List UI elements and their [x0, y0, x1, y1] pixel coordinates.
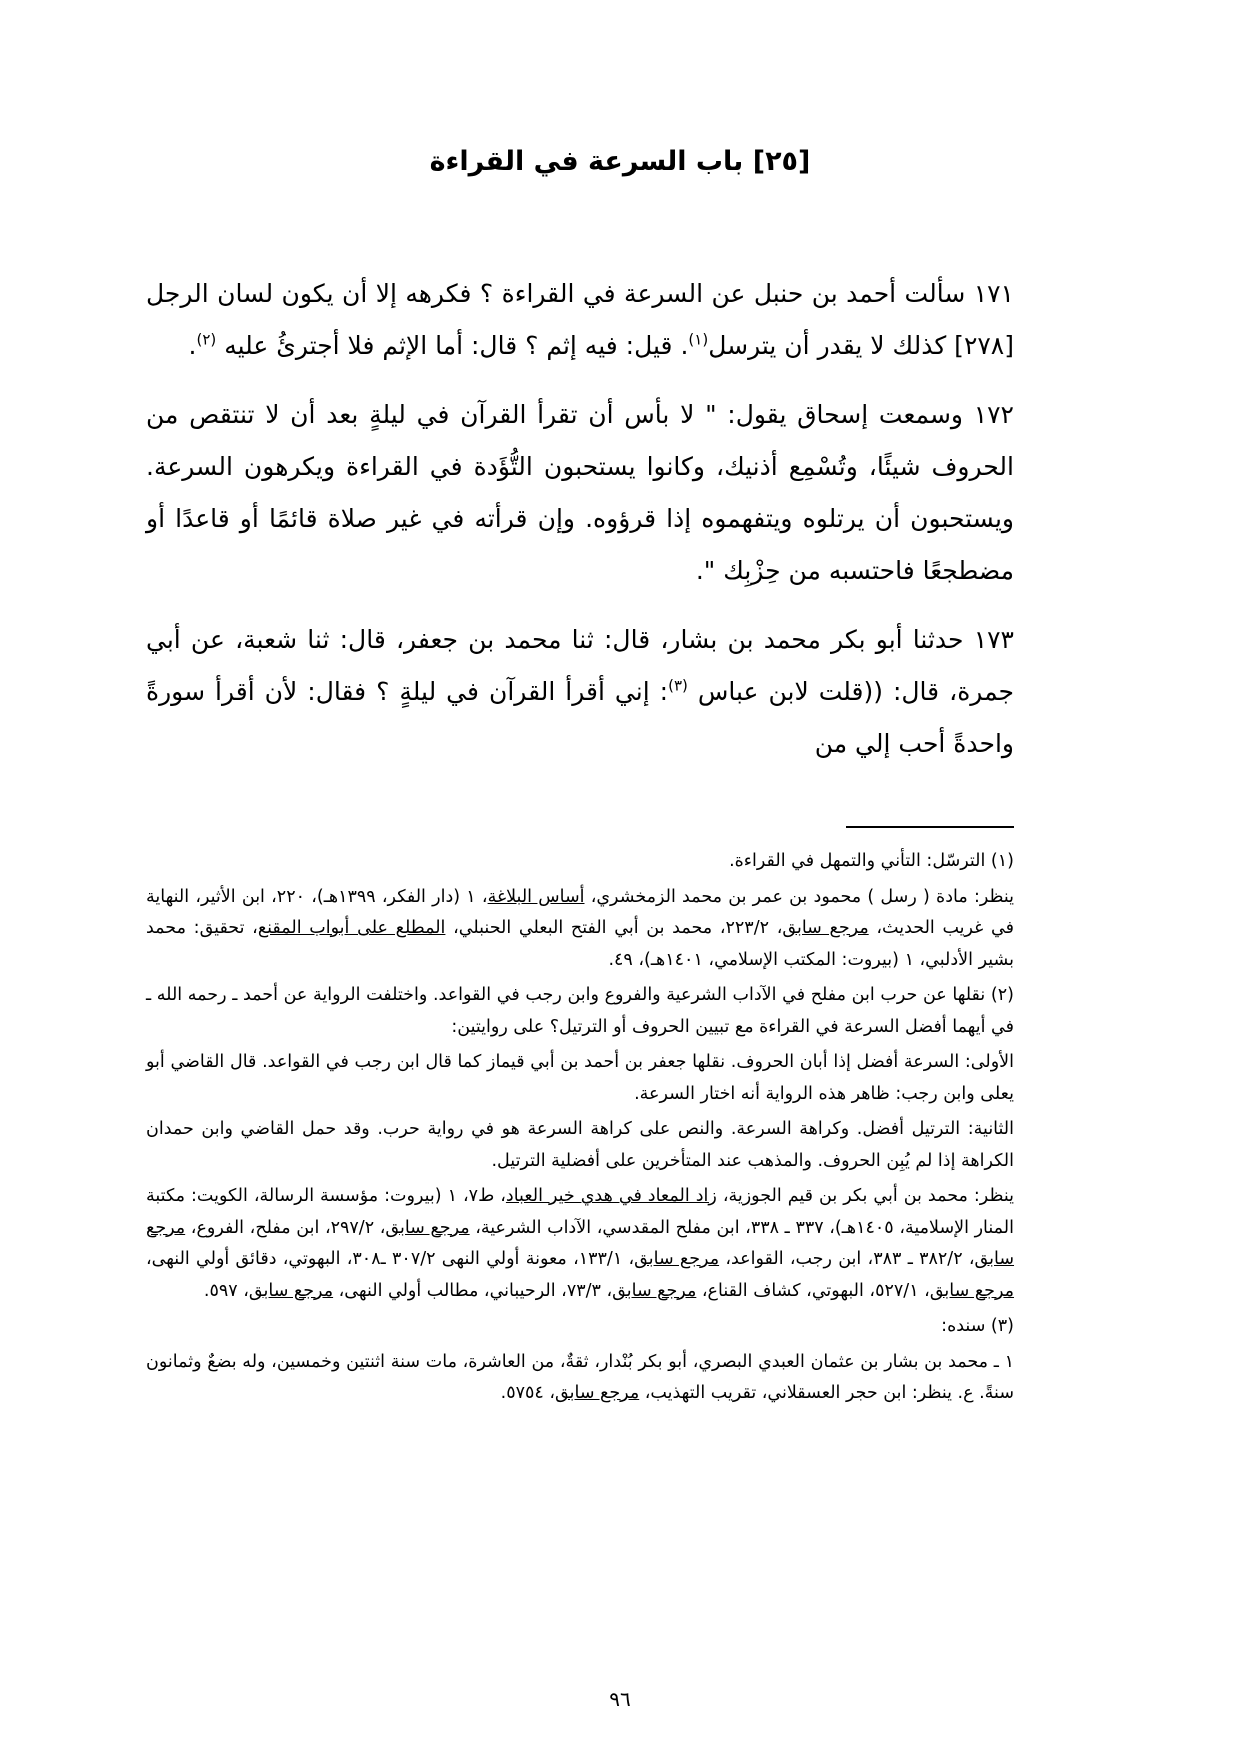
reference-title: أساس البلاغة — [487, 886, 585, 907]
reference-title: مرجع سابق — [782, 918, 869, 938]
paragraph-text: : إني أقرأ القرآن في ليلةٍ ؟ فقال: لأن أقرأ سورةً واحدةً أحب إلي من — [146, 677, 1014, 758]
page-number: ٩٦ — [609, 1687, 631, 1711]
reference-title: مرجع سابق — [929, 1280, 1014, 1301]
paragraph-173 — [146, 614, 1014, 770]
footnote-2-first-narration: الأولى: السرعة أفضل إذا أبان الحروف. نقلها جعفر بن أحمد بن أبي قيماز كما قال ابن رجب في القواعد. قال القاضي أبو يعلى وابن رجب: ظاهر هذه الرواية أنه اختار السرعة. — [146, 1052, 1014, 1104]
paragraph-text: . قيل: فيه إثم ؟ قال: أما الإثم فلا أجترئُ عليه — [216, 331, 689, 360]
paragraph-171 — [146, 268, 1014, 372]
footnotes — [146, 846, 1014, 1414]
reference-title: زاد المعاد في هدي خير العباد — [505, 1186, 717, 1206]
paragraph-text: . — [188, 331, 197, 360]
reference-title: مرجع سابق — [248, 1280, 334, 1301]
reference-title: مرجع سابق — [612, 1280, 697, 1301]
reference-title: مرجع سابق — [555, 1383, 640, 1403]
footnote-3-detail: ١ ـ محمد بن بشار بن عثمان العبدي البصري، أبو بكر بُنْدار، ثقةٌ، من العاشرة، مات سنة اثنتين وخمسين، وله بضعٌ وثمانون سنةً. ع. ينظر: ابن حجر العسقلاني، تقريب التهذيب، مرجع سابق، ٥٧٥٤. — [146, 1351, 1014, 1403]
reference-title: مرجع سابق — [146, 1217, 1015, 1269]
paragraph-172: ١٧٢ وسمعت إسحاق يقول: " لا بأس أن تقرأ القرآن في ليلةٍ بعد أن لا تنتقص من الحروف شيئًا، وتُسْمِع أذنيك، وكانوا يستحبون التُّؤَدة في القراءة ويكرهون السرعة. ويستحبون أن يرتلوه ويتفهموه إذا قرؤوه. وإن قرأته في غير صلاة قائمًا أو قاعدًا أو مضطجعًا فاحتسبه من حِزْبِك ". — [146, 400, 1014, 585]
chapter-title: [٢٥] باب السرعة في القراءة — [429, 146, 811, 177]
paragraph-text: ١٧١ سألت أحمد بن حنبل عن السرعة في القراءة ؟ فكرهه إلا أن يكون لسان الرجل [٢٧٨] كذلك لا يقدر أن يترسل — [146, 279, 1014, 360]
footnote-ref-1: (١) — [688, 330, 709, 349]
reference-title: مرجع سابق — [385, 1217, 470, 1238]
footnote-2: (٢) نقلها عن حرب ابن مفلح في الآداب الشرعية والفروع وابن رجب في القواعد. واختلفت الرواية عن أحمد ـ رحمه الله ـ في أيهما أفضل السرعة في القراءة مع تبيين الحروف أو الترتيل؟ على روايتين: — [146, 985, 1014, 1037]
footnote-separator — [846, 826, 1014, 828]
footnote-1: (١) الترسّل: التأني والتمهل في القراءة. — [729, 851, 1014, 871]
footnote-ref-3: (٣) — [668, 676, 688, 695]
reference-title: مرجع سابق — [634, 1249, 720, 1269]
footnote-ref-2: (٢) — [196, 330, 217, 349]
footnote-3: (٣) سنده: — [941, 1316, 1014, 1336]
footnote-1-references: ينظر: مادة ( رسل ) محمود بن عمر بن محمد الزمخشري، أساس البلاغة، ١ (دار الفكر، ١٣٩٩هـ)، ٢٢٠، ابن الأثير، النهاية في غريب الحديث، مرجع سابق، ٢٢٣/٢، محمد بن أبي الفتح البعلي الحنبلي، المطلع على أبواب المقنع، تحقيق: محمد بشير الأدلبي، ١ (بيروت: المكتب الإسلامي، ١٤٠١هـ)، ٤٩. — [146, 886, 1015, 970]
footnote-2-second-narration: الثانية: الترتيل أفضل. وكراهة السرعة. والنص على كراهة السرعة هو في رواية حرب. وقد حمل القاضي وابن حمدان الكراهة إذا لم يُبِن الحروف. والمذهب عند المتأخرين على أفضلية الترتيل. — [146, 1119, 1014, 1171]
footnote-2-references: ينظر: محمد بن أبي بكر بن قيم الجوزية، زاد المعاد في هدي خير العباد، ط٧، ١ (بيروت: مؤسسة الرسالة، الكويت: مكتبة المنار الإسلامية، ١٤٠٥هـ)، ٣٣٧ ـ ٣٣٨، ابن مفلح المقدسي، الآداب الشرعية، مرجع سابق، ٢٩٧/٢، ابن مفلح، الفروع، مرجع سابق، ٣٨٢/٢ ـ ٣٨٣، ابن رجب، القواعد، مرجع سابق، ١٣٣/١، معونة أولي النهى ٣٠٧/٢ ـ٣٠٨، البهوتي، دقائق أولي النهى، مرجع سابق، ٥٢٧/١، البهوتي، كشاف القناع، مرجع سابق، ٧٣/٣، الرحيباني، مطالب أولي النهى، مرجع سابق، ٥٩٧. — [146, 1186, 1015, 1301]
main-text — [146, 268, 1014, 770]
reference-title: المطلع على أبواب المقنع — [257, 918, 446, 938]
paragraph-text: ١٧٣ حدثنا أبو بكر محمد بن بشار، قال: ثنا محمد بن جعفر، قال: ثنا شعبة، عن أبي جمرة، قال: ((قلت لابن عباس — [146, 625, 1014, 706]
